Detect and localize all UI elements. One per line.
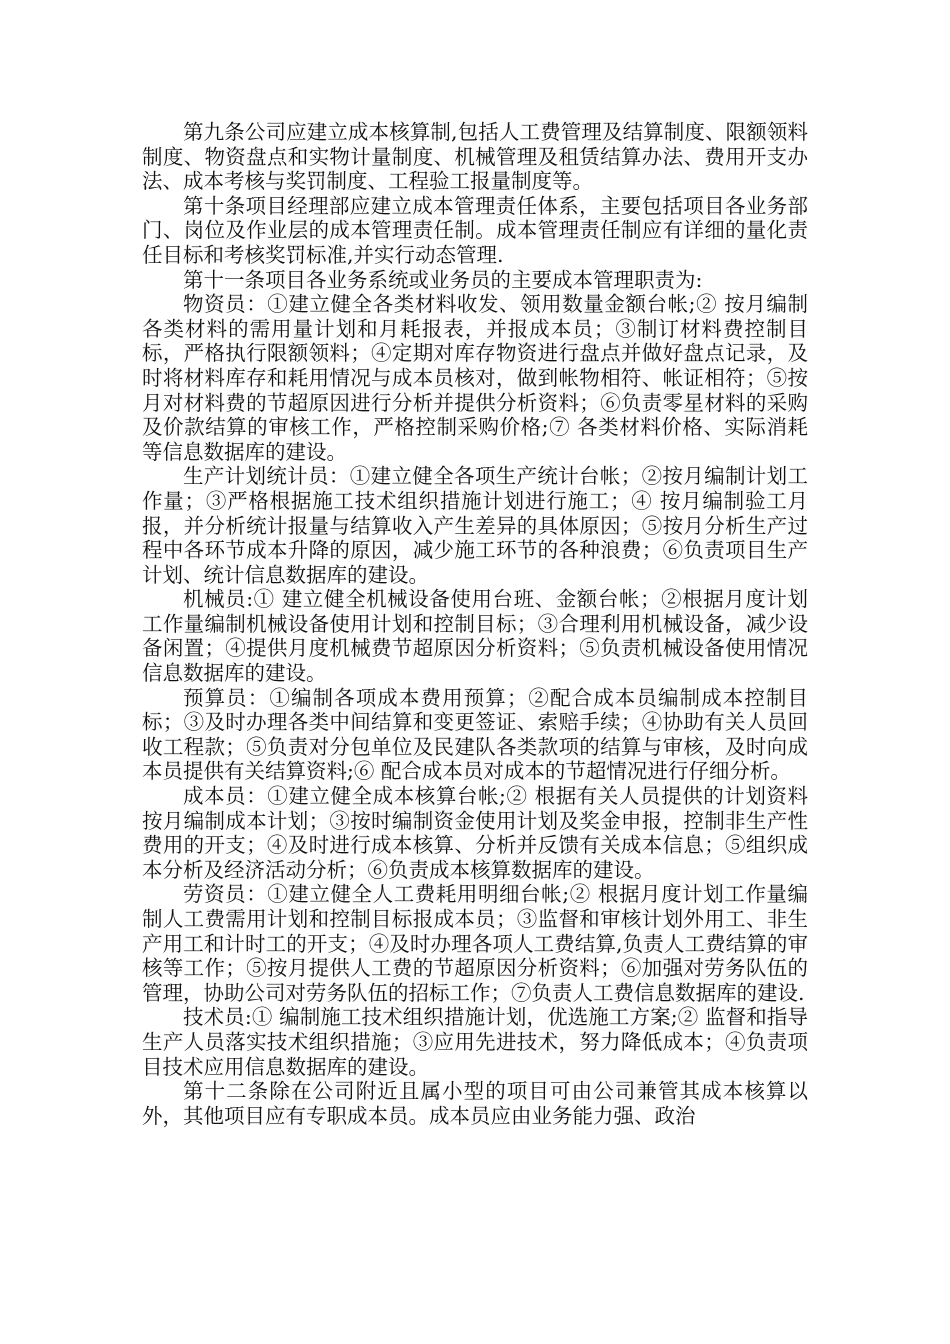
- article-9-paragraph: 第九条公司应建立成本核算制,包括人工费管理及结算制度、限额领料制度、物资盘点和实物计量制度、机械管理及租赁结算办法、费用开支办法、成本考核与奖罚制度、工程验工报量制度等。: [142, 120, 808, 194]
- machinery-clerk-paragraph: 机械员:① 建立健全机械设备使用台班、金额台帐；②根据月度计划工作量编制机械设备使用计划和控制目标；③合理利用机械设备，减少设备闲置；④提供月度机械费节超原因分析资料；⑤负责机械设备使用情况信息数据库的建设。: [142, 587, 808, 686]
- materials-clerk-paragraph: 物资员：①建立健全各类材料收发、领用数量金额台帐;② 按月编制各类材料的需用量计划和月耗报表，并报成本员；③制订材料费控制目标，严格执行限额领料；④定期对库存物资进行盘点并做好盘点记录，及时将材料库存和耗用情况与成本员核对，做到帐物相符、帐证相符；⑤按月对材料费的节超原因进行分析并提供分析资料；⑥负责零星材料的采购及价款结算的审核工作，严格控制采购价格;⑦ 各类材料价格、实际消耗等信息数据库的建设。: [142, 292, 808, 464]
- labor-clerk-paragraph: 劳资员：①建立健全人工费耗用明细台帐;② 根据月度计划工作量编制人工费需用计划和控制目标报成本员；③监督和审核计划外用工、非生产用工和计时工的开支；④及时办理各项人工费结算,负责人工费结算的审核等工作；⑤按月提供人工费的节超原因分析资料；⑥加强对劳务队伍的管理，协助公司对劳务队伍的招标工作；⑦负责人工费信息数据库的建设.: [142, 882, 808, 1005]
- technician-paragraph: 技术员:① 编制施工技术组织措施计划，优选施工方案;② 监督和指导生产人员落实技术组织措施；③应用先进技术，努力降低成本；④负责项目技术应用信息数据库的建设。: [142, 1005, 808, 1079]
- article-12-paragraph: 第十二条除在公司附近且属小型的项目可由公司兼管其成本核算以外，其他项目应有专职成本员。成本员应由业务能力强、政治: [142, 1079, 808, 1128]
- article-10-paragraph: 第十条项目经理部应建立成本管理责任体系，主要包括项目各业务部门、岗位及作业层的成本管理责任制。成本管理责任制应有详细的量化责任目标和考核奖罚标准,并实行动态管理.: [142, 193, 808, 267]
- budget-clerk-paragraph: 预算员：①编制各项成本费用预算；②配合成本员编制成本控制目标；③及时办理各类中间结算和变更签证、索赔手续；④协助有关人员回收工程款；⑤负责对分包单位及民建队各类款项的结算与审核，及时向成本员提供有关结算资料;⑥ 配合成本员对成本的节超情况进行仔细分析。: [142, 685, 808, 784]
- document-page: [142, 120, 808, 1128]
- cost-clerk-paragraph: 成本员：①建立健全成本核算台帐;② 根据有关人员提供的计划资料按月编制成本计划；③按时编制资金使用计划及奖金申报，控制非生产性费用的开支；④及时进行成本核算、分析并反馈有关成本信息；⑤组织成本分析及经济活动分析；⑥负责成本核算数据库的建设。: [142, 784, 808, 882]
- production-statistician-paragraph: 生产计划统计员：①建立健全各项生产统计台帐；②按月编制计划工作量；③严格根据施工技术组织措施计划进行施工；④ 按月编制验工月报，并分析统计报量与结算收入产生差异的具体原因；⑤按月分析生产过程中各环节成本升降的原因，减少施工环节的各种浪费；⑥负责项目生产计划、统计信息数据库的建设。: [142, 464, 808, 587]
- article-11-paragraph: 第十一条项目各业务系统或业务员的主要成本管理职责为:: [183, 267, 703, 292]
